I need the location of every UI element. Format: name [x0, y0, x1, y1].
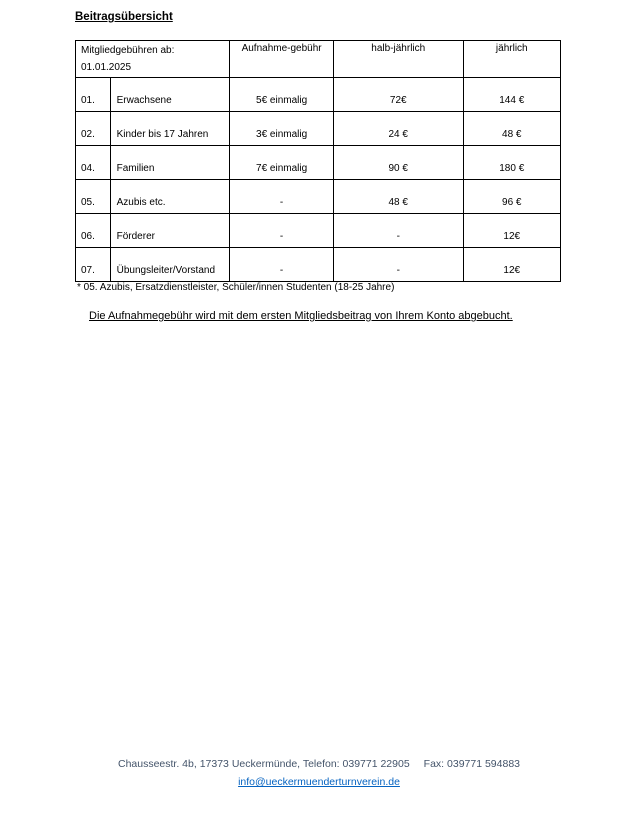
row-half-yearly: 90 € [333, 146, 463, 180]
row-yearly: 48 € [463, 112, 560, 146]
row-category: Förderer [110, 214, 230, 248]
row-yearly: 144 € [463, 78, 560, 112]
row-category: Familien [110, 146, 230, 180]
row-category: Erwachsene [110, 78, 230, 112]
table-header-row [76, 41, 561, 78]
table-row [76, 180, 561, 214]
row-number: 07. [76, 248, 111, 282]
row-admission-fee: - [230, 180, 334, 214]
row-number: 01. [76, 78, 111, 112]
row-number: 06. [76, 214, 111, 248]
row-yearly: 12€ [463, 214, 560, 248]
row-category: Übungsleiter/Vorstand [110, 248, 230, 282]
row-half-yearly: 72€ [333, 78, 463, 112]
header-admission-fee: Aufnahme-gebühr [230, 41, 334, 78]
row-number: 04. [76, 146, 111, 180]
footnote: * 05. Azubis, Ersatzdienstleister, Schüler/innen Studenten (18-25 Jahre) [77, 282, 395, 293]
table-row [76, 112, 561, 146]
row-admission-fee: 7€ einmalig [230, 146, 334, 180]
row-number: 02. [76, 112, 111, 146]
row-admission-fee: 3€ einmalig [230, 112, 334, 146]
table-row [76, 248, 561, 282]
row-half-yearly: - [333, 214, 463, 248]
row-admission-fee: 5€ einmalig [230, 78, 334, 112]
table-row [76, 146, 561, 180]
footer-email-link[interactable]: info@ueckermuenderturnverein.de [238, 776, 400, 788]
row-yearly: 180 € [463, 146, 560, 180]
header-yearly: jährlich [463, 41, 560, 78]
row-half-yearly: - [333, 248, 463, 282]
table-row [76, 214, 561, 248]
row-admission-fee: - [230, 248, 334, 282]
footer-address: Chausseestr. 4b, 17373 Ueckermünde, Telefon: 039771 22905 [117, 758, 410, 770]
row-half-yearly: 48 € [333, 180, 463, 214]
row-yearly: 96 € [463, 180, 560, 214]
fee-table [75, 40, 561, 282]
table-row [76, 78, 561, 112]
row-half-yearly: 24 € [333, 112, 463, 146]
admission-fee-notice: Die Aufnahmegebühr wird mit dem ersten Mitgliedsbeitrag von Ihrem Konto abgebucht. [89, 310, 513, 322]
footer-fax: Fax: 039771 594883 [423, 758, 521, 770]
row-number: 05. [76, 180, 111, 214]
page-title: Beitragsübersicht [75, 11, 173, 23]
header-membership-fees-label: Mitgliedgebühren ab: [81, 45, 175, 56]
header-membership-fees [76, 41, 230, 78]
row-yearly: 12€ [463, 248, 560, 282]
row-admission-fee: - [230, 214, 334, 248]
header-valid-from-date: 01.01.2025 [81, 62, 132, 73]
footer-contact [0, 758, 638, 770]
header-half-yearly: halb-jährlich [333, 41, 463, 78]
row-category: Azubis etc. [110, 180, 230, 214]
row-category: Kinder bis 17 Jahren [110, 112, 230, 146]
